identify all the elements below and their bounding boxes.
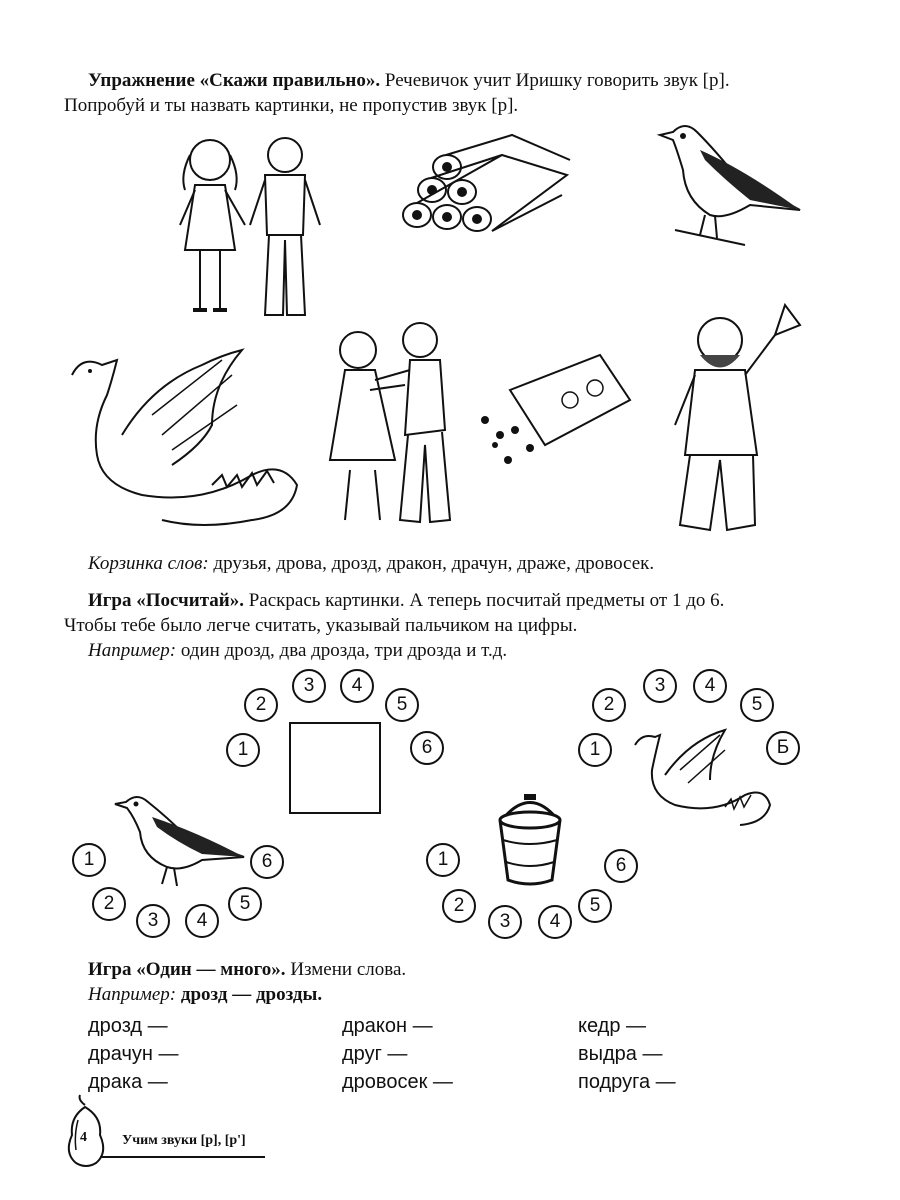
word-item: дракон — [342, 1015, 433, 1037]
count-circle[interactable]: 1 [578, 733, 612, 767]
example-label: Например: [88, 640, 177, 661]
count-circle[interactable]: 4 [693, 669, 727, 703]
count-circle[interactable]: 1 [72, 843, 106, 877]
count-circle[interactable]: 3 [643, 669, 677, 703]
fighting-kids-illustration [320, 310, 470, 535]
word-item: драка — [88, 1071, 168, 1093]
footer-section-title: Учим звуки [р], [р'] [122, 1133, 246, 1148]
count-circle[interactable]: 6 [410, 731, 444, 765]
count-circle[interactable]: 2 [442, 889, 476, 923]
count-circle[interactable]: 5 [385, 688, 419, 722]
dragee-candy-pack-illustration [470, 350, 640, 470]
count-circle[interactable]: 3 [136, 904, 170, 938]
exercise-1-text: Упражнение «Скажи правильно». Речевичок учит Иришку говорить звук [р]. Попробуй и ты назвать картинки, не пропустив звук [р]. [64, 70, 730, 116]
children-illustration [165, 130, 335, 330]
word-item: друг — [342, 1043, 408, 1065]
small-thrush-illustration [112, 792, 247, 892]
count-circle[interactable]: 6 [250, 845, 284, 879]
count-circle[interactable]: 4 [185, 904, 219, 938]
count-circle[interactable]: 1 [226, 733, 260, 767]
word-item: подруга — [578, 1071, 676, 1093]
exercise-1-title: Упражнение «Скажи правильно». [88, 70, 381, 91]
game-one-many-title: Игра «Один — много». [88, 959, 286, 980]
example-label: Например: [88, 984, 177, 1005]
count-circle[interactable]: Б [766, 731, 800, 765]
dragon-illustration [62, 345, 312, 535]
game-count-text: Игра «Посчитай». Раскрась картинки. А теперь посчитай предметы от 1 до 6. Чтобы тебе было легче считать, указывай пальчиком на цифры. Например: один дрозд, два дрозда, три дрозда и т.д. [64, 590, 725, 661]
count-circle[interactable]: 5 [740, 688, 774, 722]
page-number: 4 [80, 1130, 87, 1145]
count-circle[interactable]: 4 [538, 905, 572, 939]
word-basket-label: Корзинка слов: [88, 553, 209, 574]
count-circle[interactable]: 4 [340, 669, 374, 703]
count-circle[interactable]: 5 [578, 889, 612, 923]
game-count-title: Игра «Посчитай». [88, 590, 244, 611]
count-circle[interactable]: 2 [244, 688, 278, 722]
word-basket: Корзинка слов: друзья, дрова, дрозд, дракон, драчун, драже, дровосек. [88, 553, 655, 574]
word-item: дрозд — [88, 1015, 168, 1037]
word-item: выдра — [578, 1043, 663, 1065]
firewood-illustration [392, 135, 582, 245]
small-dragon-illustration [630, 725, 775, 835]
word-item: кедр — [578, 1015, 647, 1037]
count-circle[interactable]: 1 [426, 843, 460, 877]
thrush-bird-illustration [655, 120, 805, 250]
count-circle[interactable]: 2 [592, 688, 626, 722]
count-circle[interactable]: 5 [228, 887, 262, 921]
word-item: драчун — [88, 1043, 179, 1065]
count-circle[interactable]: 6 [604, 849, 638, 883]
word-item: дровосек — [342, 1071, 453, 1093]
count-circle[interactable]: 3 [488, 905, 522, 939]
footer-underline [100, 1156, 265, 1158]
game-one-many-text: Игра «Один — много». Измени слова. Например: дрозд — дрозды. [88, 959, 407, 1005]
count-circle[interactable]: 3 [292, 669, 326, 703]
empty-drawing-box[interactable] [289, 722, 381, 814]
woodcutter-illustration [665, 295, 805, 540]
bucket-illustration [490, 790, 570, 890]
count-circle[interactable]: 2 [92, 887, 126, 921]
